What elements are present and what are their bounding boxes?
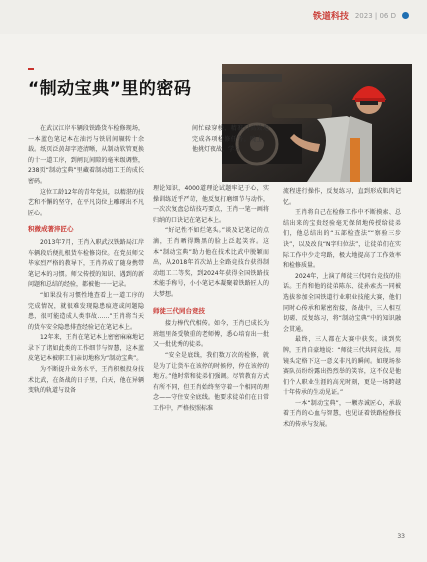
article-column-3 [283,187,401,431]
paragraph: 这位工龄12年的青年党员，以精湛的技艺和不懈的坚守，在平凡岗位上雕琢出不凡匠心。 [28,188,144,217]
article-photo [222,64,412,182]
paragraph: “如果没有习惯性地查看上一道工序的完成情况，就很难发现隐患痕迹或问题隐患，很可能造成人类事故……”王肖将当天的货车安全隐患排查经验记在笔记本上。 [28,291,144,331]
section-heading: 积微成著淬匠心 [28,225,74,234]
paragraph: 2024年，上演了师徒三代同台竞技的佳话。王肖和他的徒弟陈东、徒孙索杰一同被选拔参加全国铁道行业职业技能大赛，他们同时心传承和紧密衔接，备战中，三人相互切磋、反复练习，将“制动宝典”中的知识融会贯通。 [283,272,401,333]
masthead [313,9,409,22]
article-title: “制动宝典”里的密码 [28,79,192,99]
page-number: 33 [397,533,405,540]
paragraph: 一本“制动宝典”，一颗赤诚匠心，承载着王肖的心血与智慧，也见证着铁路检修技术的传承与发展。 [283,399,401,429]
article-column-1 [28,124,144,397]
paragraph: 王肖将自己在检修工作中不断摸索、总结出来的宝贵经验毫无保留地传授给徒弟们，他总结出的“五部检查法”“察验三步诀”，以及改良“N字归位法”，让徒弟们在实际工作中少走弯路，极大地提高了工作效率和检修质量。 [283,209,401,270]
issue-label: 2023 | 06 D [354,11,396,20]
paragraph: 最终，三人都在大赛中获奖。谈到奖牌，王肖自豪地说：“师徒三代共同竞技，用镜头定格下这一意义非凡的瞬间。如现场参赛队员纷纷露出热烈举的笑容，这不仅是他们个人职业生涯的高光时刻，更是一场跨越十年传承的生动见证。” [283,336,401,397]
article-column-2 [153,184,269,414]
worker-photo-illustration [222,64,412,182]
title-accent-rule [28,68,34,70]
paragraph: 在武汉江岸车辆段铁路货车检修现场，一本蓝色笔记本在油污与铁屑间辗转十余载。纸页泛黄却字迹清晰，从制动软管更换的十一道工序，到闸瓦间隙的毫米级调整，238页“制动宝典”里藏着制动组工王的成长密码。 [28,125,144,185]
paragraph: “好记性不如烂笔头。”谈及记笔记的点滴，王肖晒得黝黑的脸上泛起笑容。这本“制动宝典”助力他在技术比武中脱颖而出，从2018年首次站上全路竞技台获得制动组工二等奖，到2024年获得全国铁路技术能手称号，小小笔记本凝聚着铁路匠人的大梦想。 [153,227,269,298]
paragraph: 为不断提升业务水平，王肖积极投身技术比武，在备战的日子里，白天，他在异辆变轨的轨道与设备 [28,366,144,395]
paragraph: 间忙碌穿梭，精准目高效地完成各项检修任务。晚上，他挑灯夜战，学习 [192,125,269,154]
paragraph: 理论知识，4000道理论试题牢记于心，实操训练近乎严苛，他反复打磨细节与动作，一次次复盘总结技巧要点，王肖一笔一画将归纳的口诀记在笔记本上。 [153,185,269,224]
section-heading: 师徒三代同台竞技 [153,306,205,315]
paragraph: 2013年7月，王肖入职武汉铁路局江岸车辆段后便扎根货车检修岗位。在党员师父毕家烈严格的教导下，王肖养成了随身携带笔记本的习惯。师父传授的知识、遇到的新问题和总结的经验，都被他一一记录。 [28,238,144,289]
paragraph: 12年来，王肖在笔记本上密密麻麻地记录下了诸如此类的工作细节与智慧，这本蓝皮笔记本被职工们亲切地称为“制动宝典”。 [28,334,144,363]
issue-badge-icon [402,12,409,19]
paragraph: 流程进行操作，反复练习，直到形成肌肉记忆。 [283,188,401,206]
article-column-2-inset [192,124,269,156]
paragraph: “安全是底线，我们数万次的检修，就是为了让货车在该停的时候停，停在该停的地方。”他时常和徒弟们强调。尽管教育方式有所不同，但王肖始终坚守着一个相同的理念——守住安全底线。他要求徒弟们在日常工作中，严格按照标准 [153,351,269,412]
paragraph: 接力棒代代相传。如今，王肖已成长为班组里备受敬重的老师傅，悉心培育出一批又一批优秀的徒弟。 [153,320,269,349]
magazine-logo: 铁道科技 [312,12,349,22]
